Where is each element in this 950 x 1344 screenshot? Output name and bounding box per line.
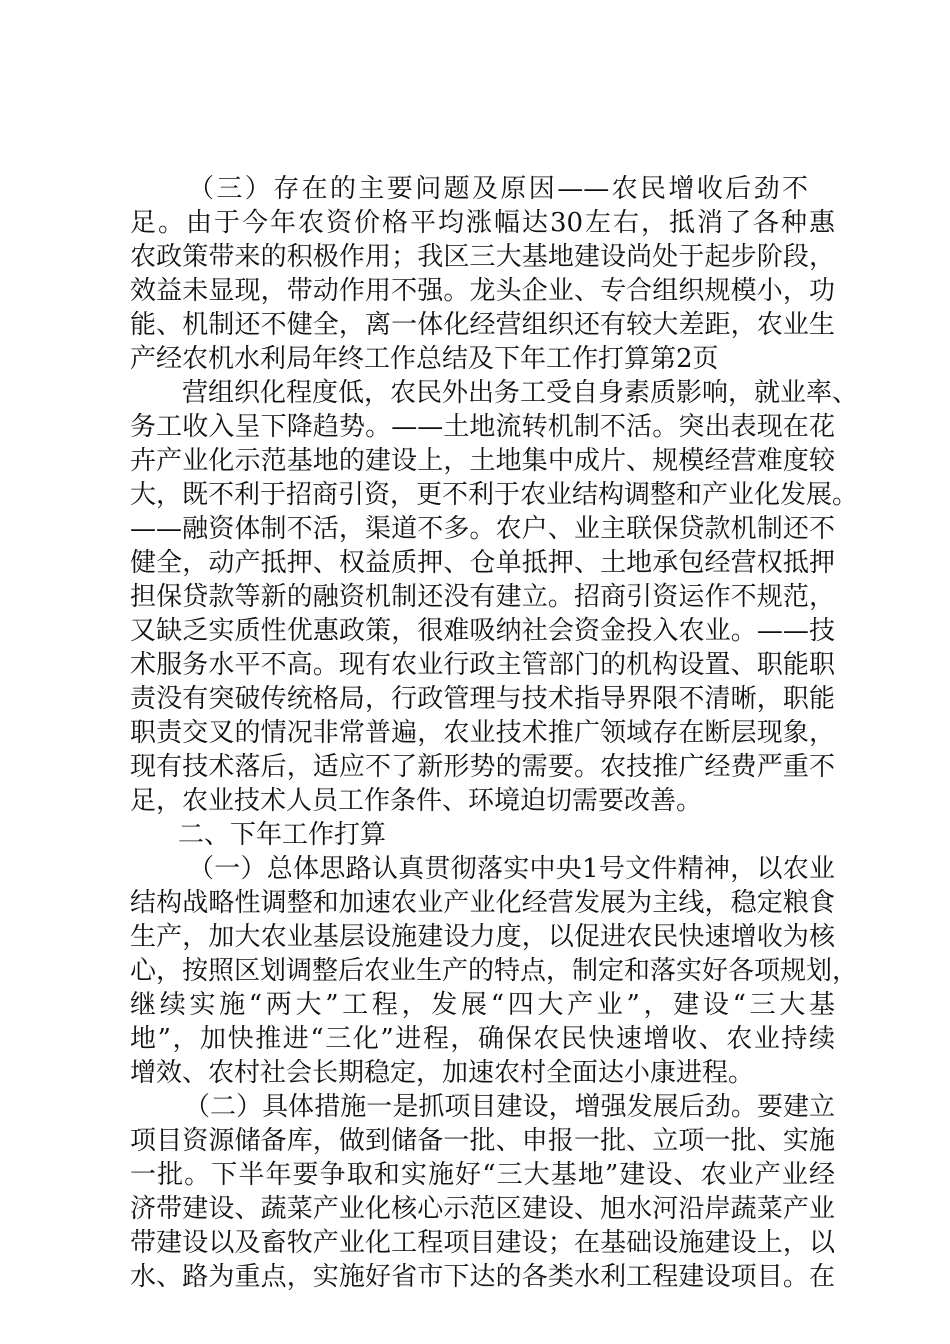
text-line: 术服务水平不高。现有农业行政主管部门的机构设置、职能职 bbox=[130, 650, 835, 680]
text-line: 地”，加快推进“三化”进程，确保农民快速增收、农业持续 bbox=[130, 1024, 835, 1054]
text-line: 一批。下半年要争取和实施好“三大基地”建设、农业产业经 bbox=[130, 1160, 835, 1190]
text-line: 生产，加大农业基层设施建设力度，以促进农民快速增收为核 bbox=[130, 922, 835, 952]
text-line: 能、机制还不健全，离一体化经营组织还有较大差距，农业生 bbox=[130, 310, 835, 340]
text-line: 担保贷款等新的融资机制还没有建立。招商引资运作不规范， bbox=[130, 582, 835, 612]
text-line: 农政策带来的积极作用；我区三大基地建设尚处于起步阶段， bbox=[130, 242, 835, 272]
text-line: （二）具体措施一是抓项目建设，增强发展后劲。要建立 bbox=[184, 1092, 835, 1122]
text-line: 济带建设、蔬菜产业化核心示范区建设、旭水河沿岸蔬菜产业 bbox=[130, 1194, 835, 1224]
text-line: 大，既不利于招商引资，更不利于农业结构调整和产业化发展。 bbox=[130, 480, 859, 510]
text-line: 务工收入呈下降趋势。——土地流转机制不活。突出表现在花 bbox=[130, 412, 835, 442]
text-line: 卉产业化示范基地的建设上，土地集中成片、规模经营难度较 bbox=[130, 446, 835, 476]
text-line: 增效、农村社会长期稳定，加速农村全面达小康进程。 bbox=[130, 1058, 755, 1088]
text-line: 项目资源储备库，做到储备一批、申报一批、立项一批、实施 bbox=[130, 1126, 835, 1156]
text-line: 现有技术落后，适应不了新形势的需要。农技推广经费严重不 bbox=[130, 752, 835, 782]
text-line: 心，按照区划调整后农业生产的特点，制定和落实好各项规划， bbox=[130, 956, 859, 986]
text-line: 营组织化程度低，农民外出务工受自身素质影响，就业率、 bbox=[182, 378, 859, 408]
text-line: 又缺乏实质性优惠政策，很难吸纳社会资金投入农业。——技 bbox=[130, 616, 835, 646]
text-line: 健全，动产抵押、权益质押、仓单抵押、土地承包经营权抵押 bbox=[130, 548, 835, 578]
text-line: 水、路为重点，实施好省市下达的各类水利工程建设项目。在 bbox=[130, 1262, 835, 1292]
text-line: 足，农业技术人员工作条件、环境迫切需要改善。 bbox=[130, 786, 703, 816]
text-line: 足。由于今年农资价格平均涨幅达30左右，抵消了各种惠 bbox=[130, 208, 835, 238]
text-line: （一）总体思路认真贯彻落实中央1号文件精神，以农业 bbox=[188, 854, 835, 884]
text-line: 产经农机水利局年终工作总结及下年工作打算第2页 bbox=[130, 344, 719, 374]
text-line: 继续实施“两大”工程，发展“四大产业”，建设“三大基 bbox=[130, 990, 835, 1020]
text-line: （三）存在的主要问题及原因——农民增收后劲不 bbox=[188, 174, 808, 204]
text-line: ——融资体制不活，渠道不多。农户、业主联保贷款机制还不 bbox=[130, 514, 835, 544]
section-heading: 二、下年工作打算 bbox=[178, 820, 387, 850]
text-line: 结构战略性调整和加速农业产业化经营发展为主线，稳定粮食 bbox=[130, 888, 835, 918]
text-line: 效益未显现，带动作用不强。龙头企业、专合组织规模小，功 bbox=[130, 276, 835, 306]
text-line: 带建设以及畜牧产业化工程项目建设；在基础设施建设上，以 bbox=[130, 1228, 835, 1258]
text-line: 责没有突破传统格局，行政管理与技术指导界限不清晰，职能 bbox=[130, 684, 835, 714]
text-line: 职责交叉的情况非常普遍，农业技术推广领域存在断层现象， bbox=[130, 718, 835, 748]
